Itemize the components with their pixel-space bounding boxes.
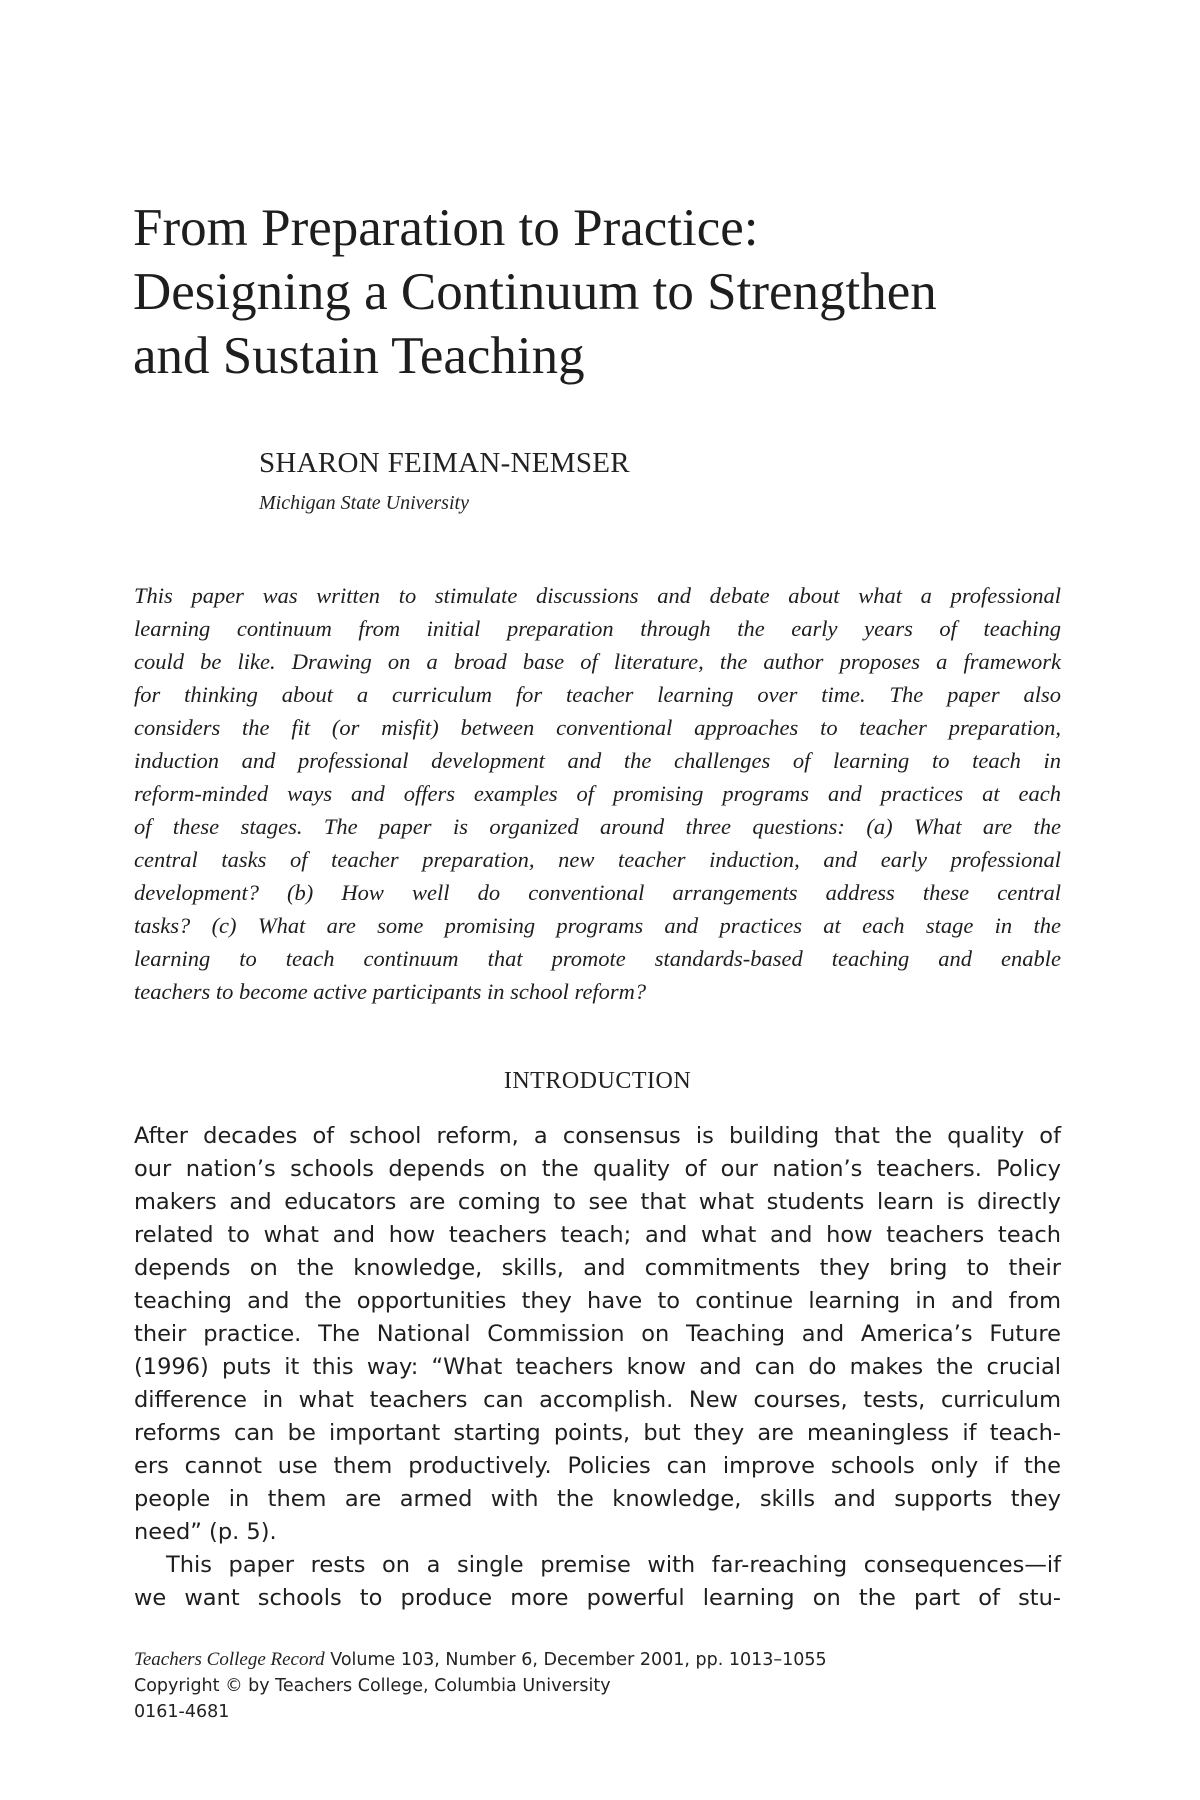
abstract-line: development? (b) How well do conventional arrangements address these central <box>134 880 1061 905</box>
body-line: we want schools to produce more powerful learning on the part of stu- <box>134 1585 1061 1611</box>
body-line: related to what and how teachers teach; and what and how teachers teach <box>134 1222 1061 1248</box>
body-line: their practice. The National Commission on Teaching and America’s Future <box>134 1321 1061 1347</box>
abstract-line: learning to teach continuum that promote standards-based teaching and enable <box>134 946 1061 971</box>
journal-citation: Volume 103, Number 6, December 2001, pp. 1013–1055 <box>324 1650 827 1670</box>
body-line: ers cannot use them productively. Policies can improve schools only if the <box>134 1453 1061 1479</box>
abstract-line: for thinking about a curriculum for teacher learning over time. The paper also <box>134 682 1061 707</box>
body-text <box>134 1120 1061 1615</box>
abstract-line: could be like. Drawing on a broad base of literature, the author proposes a framework <box>134 649 1061 674</box>
issn-line: 0161-4681 <box>134 1702 230 1722</box>
body-line: teaching and the opportunities they have to continue learning in and from <box>134 1288 1061 1314</box>
author-name: SHARON FEIMAN-NEMSER <box>259 447 630 479</box>
body-line: (1996) puts it this way: “What teachers know and can do makes the crucial <box>134 1354 1061 1380</box>
abstract-line: teachers to become active participants in school reform? <box>134 979 647 1004</box>
copyright-line: Copyright © by Teachers College, Columbia University <box>134 1676 611 1696</box>
title-line: and Sustain Teaching <box>133 327 585 385</box>
body-line: After decades of school reform, a consensus is building that the quality of <box>134 1123 1061 1149</box>
body-line: reforms can be important starting points, but they are meaningless if teach- <box>134 1420 1061 1446</box>
section-heading: INTRODUCTION <box>503 1068 692 1094</box>
abstract-line: considers the fit (or misfit) between conventional approaches to teacher preparation, <box>134 715 1061 740</box>
abstract-line: This paper was written to stimulate discussions and debate about what a professional <box>134 583 1061 608</box>
abstract-line: of these stages. The paper is organized around three questions: (a) What are the <box>134 814 1061 839</box>
abstract <box>134 579 1061 1008</box>
title-line: Designing a Continuum to Strengthen <box>133 263 937 321</box>
body-line: makers and educators are coming to see that what students learn is directly <box>134 1189 1061 1215</box>
body-line: need” (p. 5). <box>134 1519 277 1545</box>
citation-line <box>134 1647 1061 1673</box>
body-line: depends on the knowledge, skills, and commitments they bring to their <box>134 1255 1061 1281</box>
journal-name: Teachers College Record <box>134 1649 325 1670</box>
body-line: difference in what teachers can accomplish. New courses, tests, curriculum <box>134 1387 1061 1413</box>
abstract-line: central tasks of teacher preparation, new teacher induction, and early professional <box>134 847 1061 872</box>
abstract-line: induction and professional development and the challenges of learning to teach in <box>134 748 1061 773</box>
abstract-line: learning continuum from initial preparation through the early years of teaching <box>134 616 1061 641</box>
body-line: people in them are armed with the knowledge, skills and supports they <box>134 1486 1061 1512</box>
body-line: This paper rests on a single premise with far-reaching consequences—if <box>166 1552 1061 1578</box>
abstract-line: tasks? (c) What are some promising programs and practices at each stage in the <box>134 913 1061 938</box>
paper-title <box>133 196 1093 388</box>
author-affiliation: Michigan State University <box>259 492 469 514</box>
page-footer <box>134 1647 1061 1725</box>
title-line: From Preparation to Practice: <box>133 199 759 257</box>
abstract-line: reform-minded ways and offers examples of promising programs and practices at each <box>134 781 1061 806</box>
body-line: our nation’s schools depends on the quality of our nation’s teachers. Policy <box>134 1156 1061 1182</box>
